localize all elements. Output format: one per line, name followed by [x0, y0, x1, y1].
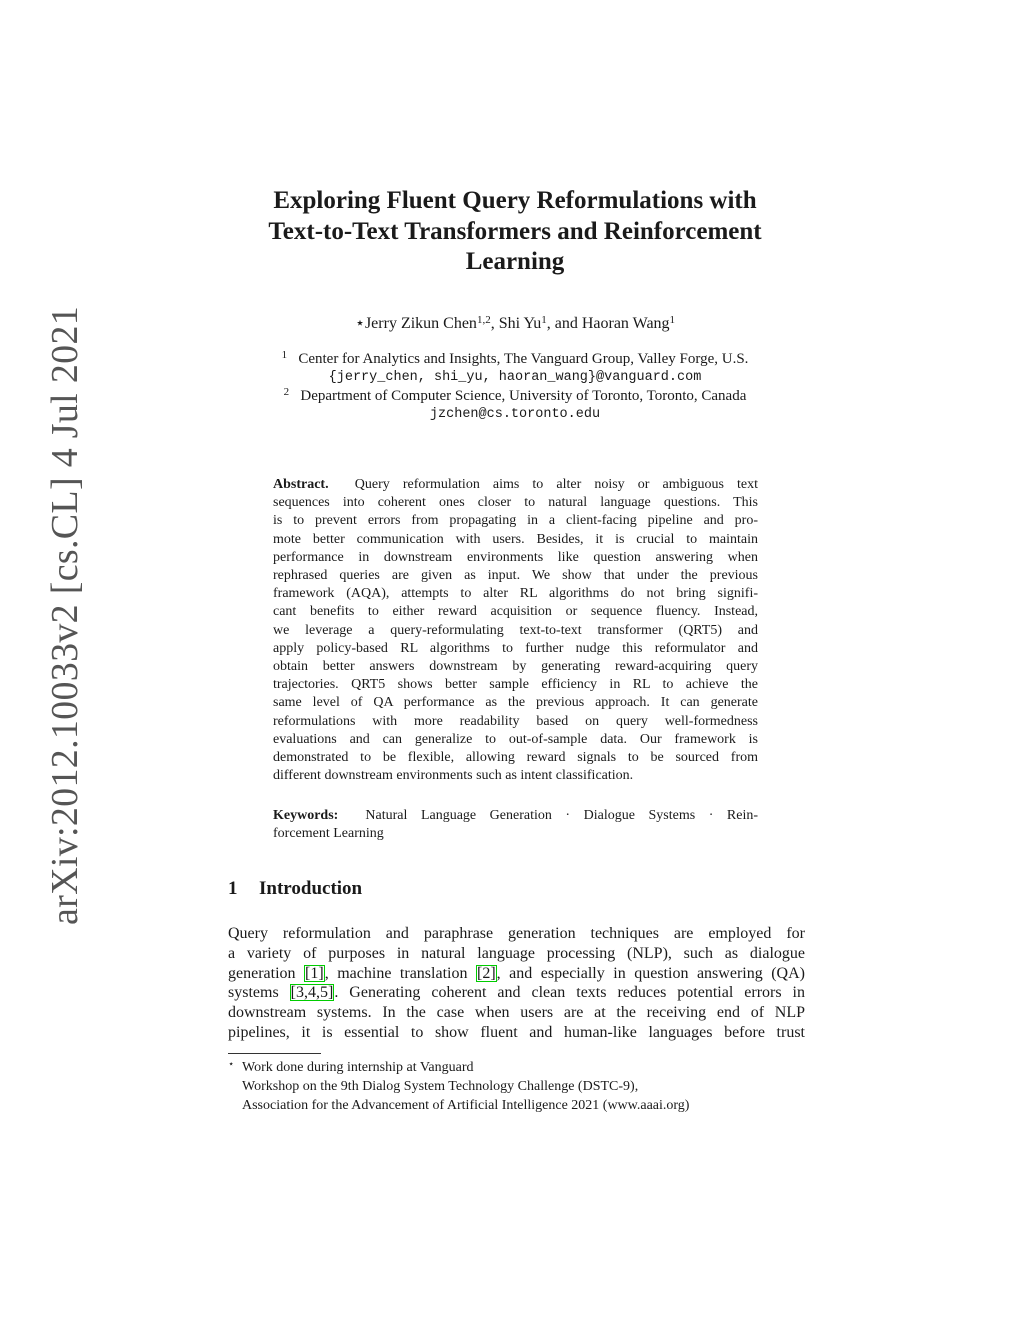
intro-line: a variety of purposes in natural language processing (NLP), such as dialogue	[228, 944, 805, 962]
keywords-line: forcement Learning	[273, 826, 384, 842]
abstract-line: framework (AQA), attempts to alter RL algorithms do not bring signifi-	[273, 586, 758, 602]
intro-line: pipelines, it is essential to show fluent and human-like languages before trust	[228, 1023, 805, 1041]
title-line: Learning	[465, 248, 565, 275]
footnote	[228, 1058, 689, 1115]
section-number: 1	[228, 878, 238, 899]
abstract-line: performance in downstream environments like question answering when	[273, 549, 758, 565]
affiliation-line	[150, 350, 880, 369]
affiliation-email: jzchen@cs.toronto.edu	[429, 406, 601, 422]
section-heading	[228, 878, 362, 900]
keywords	[273, 807, 758, 843]
intro-text: , machine translation	[324, 964, 476, 982]
abstract-line: evaluations and can generalize to out-of-sample data. Our framework is	[273, 731, 758, 747]
affiliation-line	[150, 387, 880, 406]
intro-text: , and especially in question answering (QA)	[496, 964, 805, 982]
author-prefix: ⋆	[354, 315, 365, 332]
intro-line: Query reformulation and paraphrase generation techniques are employed for	[228, 925, 805, 942]
citation-link[interactable]: [1]	[305, 964, 324, 982]
keywords-line	[273, 807, 758, 825]
abstract-line: apply policy-based RL algorithms to further nudge this reformulator and	[273, 640, 758, 656]
abstract-text: Query reformulation aims to alter noisy or ambiguous text	[354, 477, 759, 492]
affiliation-text: Department of Computer Science, University of Toronto, Toronto, Canada	[300, 388, 747, 404]
abstract-line	[273, 476, 758, 494]
abstract-line: sequences into coherent ones closer to natural language questions. This	[273, 495, 758, 511]
author-sep: , and	[546, 315, 582, 332]
citation-link[interactable]: [3,4,5]	[290, 984, 334, 1002]
abstract-line: demonstrated to be flexible, allowing reward signals to be sourced from	[273, 750, 758, 766]
abstract-line: rephrased queries are given as input. We show that under the previous	[273, 568, 758, 584]
keywords-text: Natural Language Generation · Dialogue Systems · Rein-	[365, 808, 759, 823]
intro-text: . Generating coherent and clean texts reduces potential errors in	[334, 984, 805, 1002]
abstract-line: obtain better answers downstream by generating reward-acquiring query	[273, 659, 758, 675]
footnote-line: ⋆ Work done during internship at Vanguard	[228, 1059, 474, 1075]
author-name: Haoran Wang	[581, 315, 670, 332]
arxiv-stamp	[16, 305, 86, 925]
author-affil-sup: 1	[669, 314, 676, 326]
affiliation-number: 1	[281, 349, 288, 361]
author-name: Shi Yu	[498, 315, 542, 332]
abstract-line: mote better communication with users. Besides, it is crucial to maintain	[273, 531, 758, 547]
paper-title	[180, 186, 850, 278]
arxiv-stamp-text: arXiv:2012.10033v2 [cs.CL] 4 Jul 2021	[44, 305, 86, 925]
abstract-line: same level of QA performance as the previous approach. It can generate	[273, 695, 758, 711]
abstract-line: reformulations with more readability based on query well-formedness	[273, 713, 758, 729]
abstract-line: cant benefits to either reward acquisition or sequence fluency. Instead,	[273, 604, 758, 620]
affiliations	[150, 350, 880, 424]
citation-link[interactable]: [2]	[476, 964, 496, 982]
intro-line	[228, 983, 805, 1003]
footnote-line: Workshop on the 9th Dialog System Technology Challenge (DSTC-9),	[242, 1079, 639, 1094]
title-line: Exploring Fluent Query Reformulations with	[273, 187, 757, 214]
intro-line	[228, 964, 805, 984]
footnote-text: Work done during internship at Vanguard	[242, 1060, 474, 1075]
author-name: Jerry Zikun Chen	[364, 315, 477, 332]
affiliation-text: Center for Analytics and Insights, The Vanguard Group, Valley Forge, U.S.	[298, 351, 749, 367]
abstract	[273, 476, 758, 785]
affiliation-email: {jerry_chen, shi_yu, haoran_wang}@vanguard.com	[328, 369, 702, 385]
author-list	[180, 313, 850, 333]
author-affil-sup: 1	[541, 314, 547, 326]
abstract-label: Abstract.	[273, 477, 329, 492]
footnote-line: Association for the Advancement of Artificial Intelligence 2021 (www.aaai.org)	[242, 1098, 690, 1113]
section-title: Introduction	[259, 878, 363, 899]
intro-line: downstream systems. In the case when users are at the receiving end of NLP	[228, 1004, 805, 1022]
abstract-line: we leverage a query-reformulating text-to-text transformer (QRT5) and	[273, 622, 758, 638]
author-affil-sup: 1,2	[476, 314, 491, 326]
author-sep: ,	[490, 315, 499, 332]
intro-text: generation	[228, 964, 305, 982]
intro-text: systems	[228, 984, 290, 1002]
footnote-rule	[228, 1053, 321, 1054]
keywords-label: Keywords:	[273, 808, 339, 823]
abstract-line: different downstream environments such as intent classification.	[273, 768, 634, 784]
title-line: Text-to-Text Transformers and Reinforcement	[268, 217, 762, 245]
abstract-line: is to prevent errors from propagating in a client-facing pipeline and pro-	[273, 513, 758, 529]
affiliation-number: 2	[283, 386, 290, 398]
abstract-line: trajectories. QRT5 shows better sample efficiency in RL to achieve the	[273, 677, 758, 693]
intro-paragraph	[228, 924, 805, 1043]
